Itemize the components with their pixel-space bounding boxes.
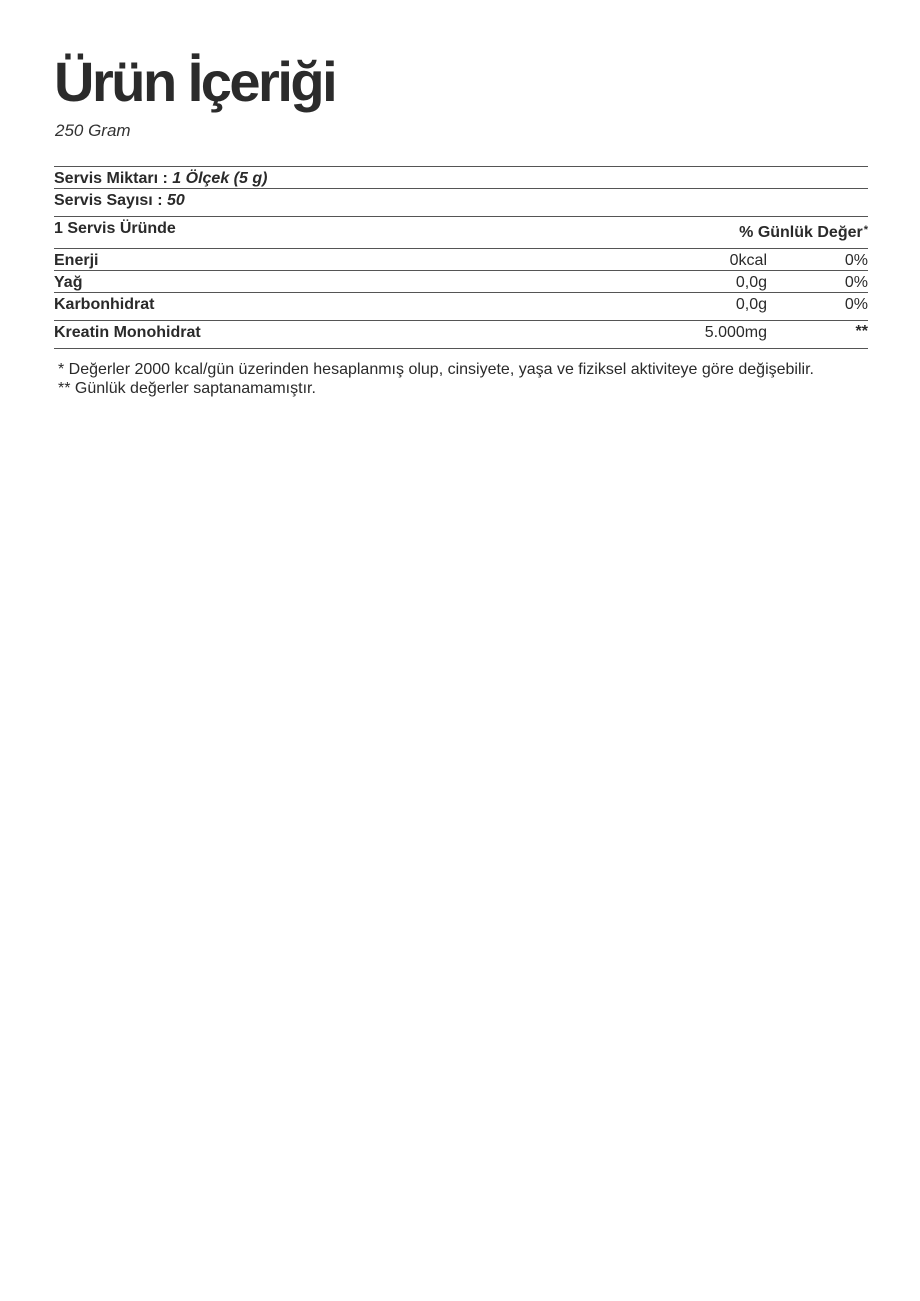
product-weight: 250 Gram	[55, 121, 131, 140]
daily-value-header-text: % Günlük Değer	[739, 224, 863, 241]
table-top-rule	[54, 166, 868, 167]
row-divider	[54, 292, 868, 293]
nutrient-name: Karbonhidrat	[54, 296, 155, 313]
section-divider	[54, 320, 868, 321]
serving-count-value: 50	[166, 192, 185, 209]
serving-size-value: 1 Ölçek (5 g)	[172, 170, 268, 187]
serving-size-row	[54, 169, 267, 188]
page-title: Ürün İçeriği	[54, 50, 336, 113]
nutrient-amount: 0,0g	[735, 296, 767, 313]
nutrient-daily-value: 0%	[844, 274, 868, 291]
section-label: 1 Servis Üründe	[54, 220, 176, 237]
daily-value-header	[739, 223, 868, 242]
serving-count-label: Servis Sayısı :	[54, 192, 163, 209]
nutrient-amount: 0kcal	[729, 252, 767, 269]
nutrient-name: Enerji	[54, 252, 99, 269]
footnote-not-established: ** Günlük değerler saptanamamıştır.	[58, 380, 316, 397]
serving-count-row	[54, 191, 185, 210]
header-divider	[54, 248, 868, 249]
nutrient-amount: 5.000mg	[704, 324, 767, 341]
serving-size-label: Servis Miktarı :	[54, 170, 168, 187]
section-divider	[54, 216, 868, 217]
row-divider	[54, 188, 868, 189]
nutrient-amount: 0,0g	[735, 274, 767, 291]
daily-value-header-mark: *	[863, 224, 868, 236]
table-bottom-rule	[54, 348, 868, 349]
row-divider	[54, 270, 868, 271]
nutrient-daily-value: **	[855, 323, 868, 340]
nutrient-name: Yağ	[54, 274, 83, 291]
nutrient-name: Kreatin Monohidrat	[54, 324, 201, 341]
footnote-daily-values: * Değerler 2000 kcal/gün üzerinden hesaplanmış olup, cinsiyete, yaşa ve fiziksel aktiviteye göre değişebilir.	[58, 361, 814, 378]
nutrient-daily-value: 0%	[844, 296, 868, 313]
nutrient-daily-value: 0%	[844, 252, 868, 269]
